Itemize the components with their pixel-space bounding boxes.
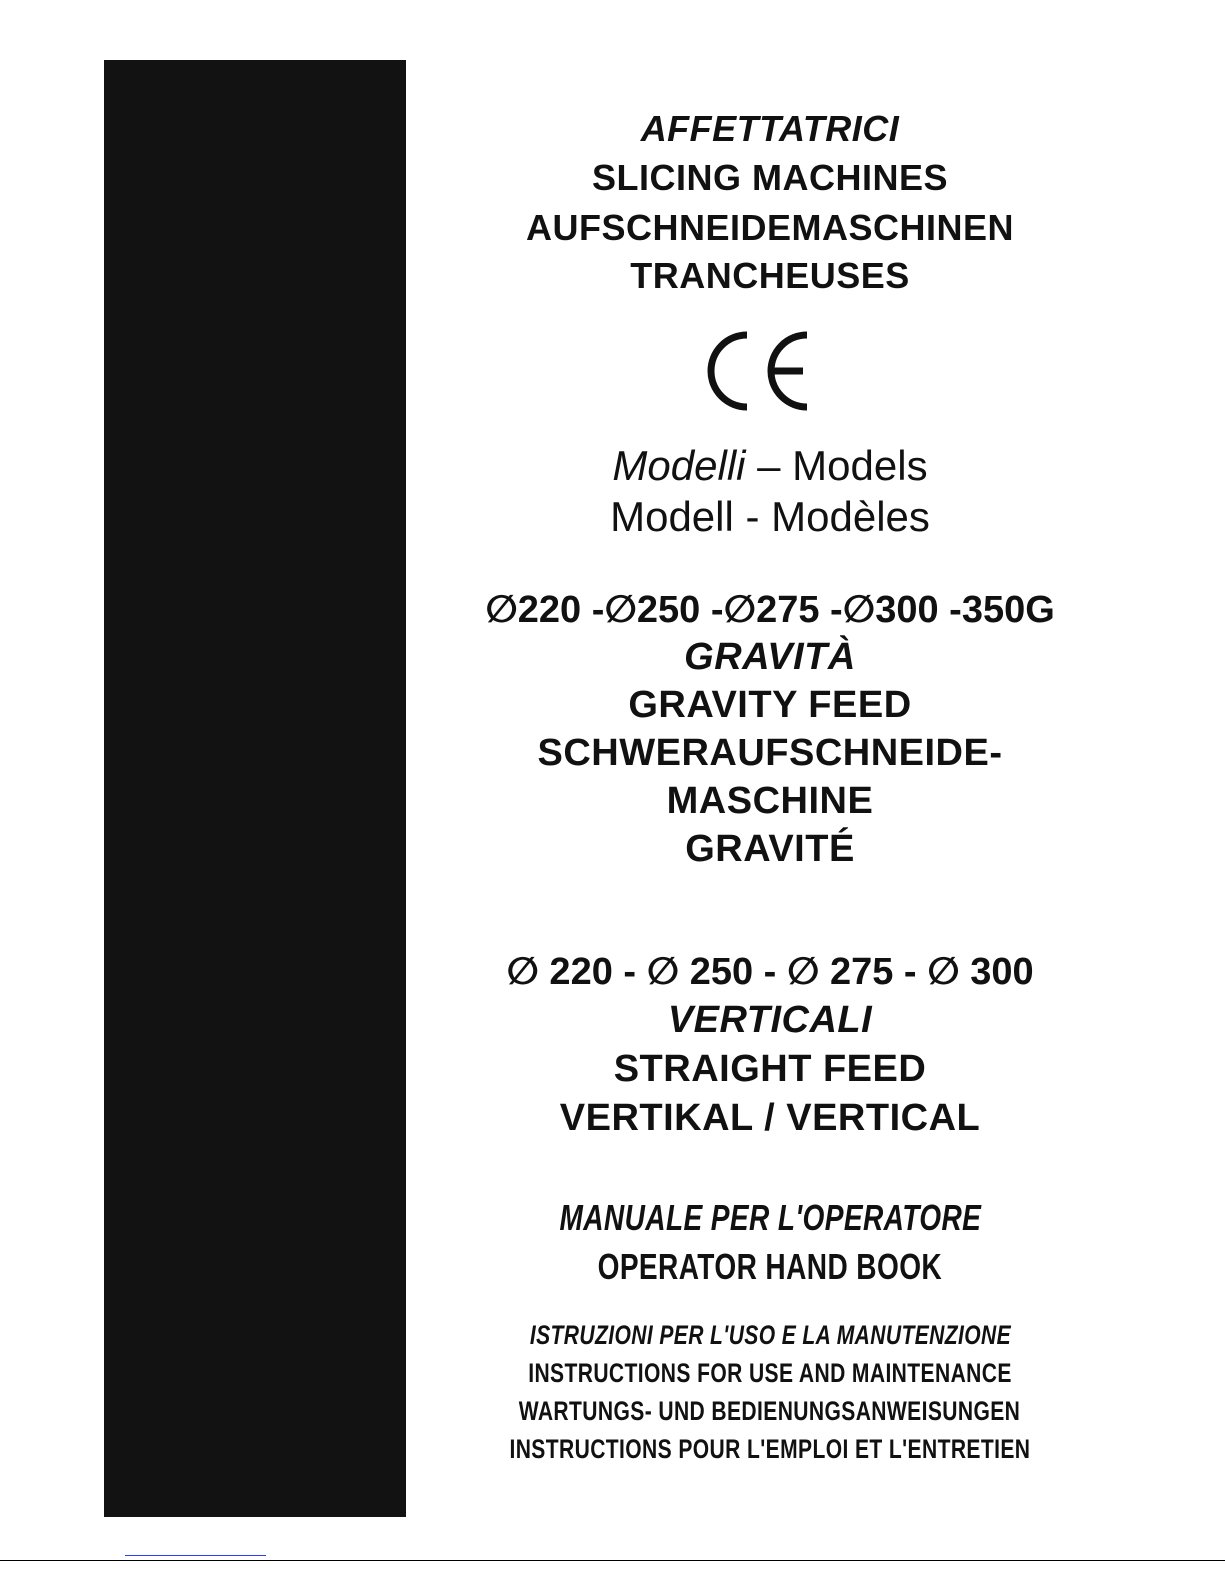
footer-rule: [0, 1560, 1225, 1561]
title-french: TRANCHEUSES: [630, 255, 910, 296]
gravity-english: GRAVITY FEED: [628, 684, 912, 726]
ce-mark-icon: [703, 327, 813, 415]
instructions-english: [420, 1355, 1120, 1391]
models-english: – Models: [745, 442, 928, 489]
models-line-1: [420, 442, 1120, 490]
vertical-italian: VERTICALI: [667, 999, 873, 1041]
title-italian: AFFETTATRICI: [640, 108, 900, 149]
footer-link-underline[interactable]: [125, 1555, 266, 1556]
gravity-italian: GRAVITÀ: [684, 636, 856, 678]
instructions-italian-text: ISTRUZIONI PER L'USO E LA MANUTENZIONE: [529, 1320, 1011, 1350]
gravity-french: GRAVITÉ: [685, 828, 855, 870]
instructions-german: [420, 1393, 1120, 1429]
instructions-german-text: WARTUNGS- UND BEDIENUNGSANWEISUNGEN: [519, 1396, 1021, 1426]
title-german: AUFSCHNEIDEMASCHINEN: [525, 207, 1015, 248]
manual-english-text: OPERATOR HAND BOOK: [597, 1246, 943, 1287]
cover-content: [420, 0, 1120, 1585]
vertical-german-french: VERTIKAL / VERTICAL: [559, 1097, 981, 1139]
instructions-english-text: INSTRUCTIONS FOR USE AND MAINTENANCE: [528, 1358, 1012, 1388]
manual-english: [420, 1245, 1120, 1289]
manual-italian: [420, 1196, 1120, 1240]
models-line-2: Modell - Modèles: [610, 493, 930, 540]
title-english: SLICING MACHINES: [591, 157, 948, 198]
gravity-sizes: ∅220 -∅250 -∅275 -∅300 -350G: [485, 589, 1055, 631]
models-italian: Modelli: [612, 442, 746, 489]
gravity-german-1: SCHWERAUFSCHNEIDE-: [537, 732, 1003, 774]
vertical-sizes: ∅ 220 - ∅ 250 - ∅ 275 - ∅ 300: [506, 951, 1034, 993]
cover-black-bar: [104, 60, 406, 1517]
gravity-german-2: MASCHINE: [666, 780, 874, 822]
manual-italian-text: MANUALE PER L'OPERATORE: [559, 1197, 981, 1238]
vertical-english: STRAIGHT FEED: [613, 1048, 927, 1090]
instructions-italian: [420, 1317, 1120, 1353]
instructions-french-text: INSTRUCTIONS POUR L'EMPLOI ET L'ENTRETIEN: [509, 1434, 1031, 1464]
instructions-french: [420, 1431, 1120, 1467]
